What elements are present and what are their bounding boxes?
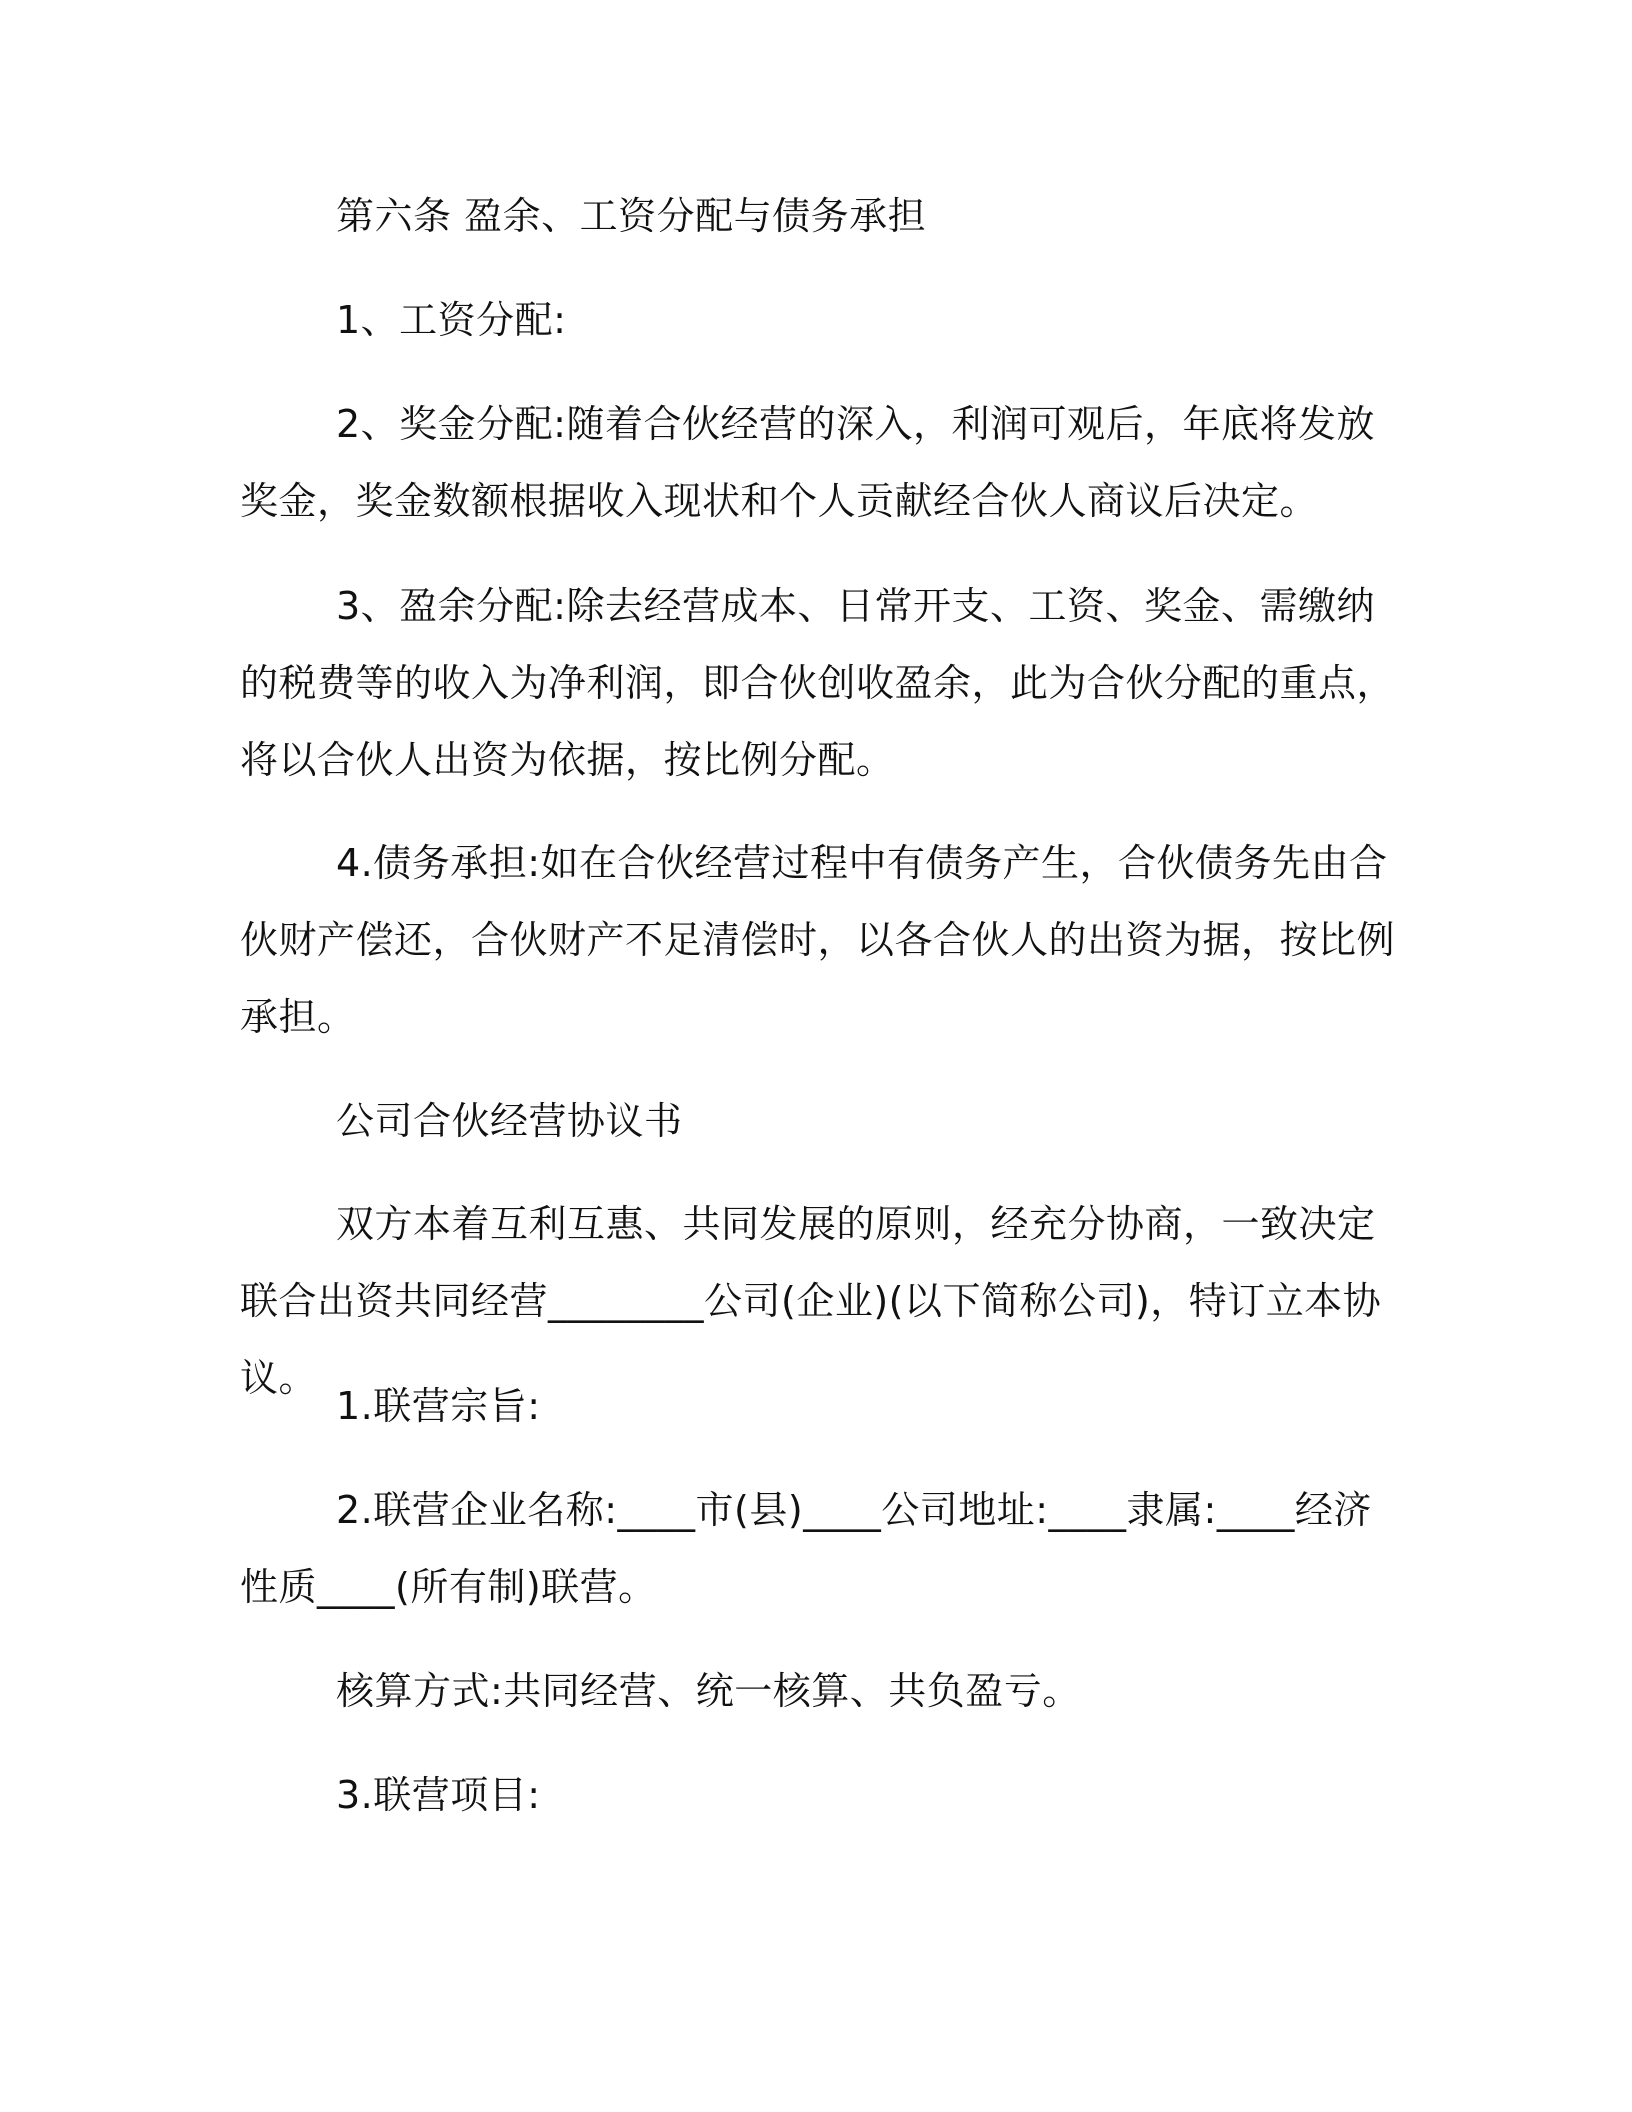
clause-joint-purpose: 1.联营宗旨: <box>336 1384 541 1428</box>
clause-accounting-method: 核算方式:共同经营、统一核算、共负盈亏。 <box>336 1669 1081 1713</box>
agreement-title: 公司合伙经营协议书 <box>336 1099 683 1143</box>
clause-surplus-distribution: 3、盈余分配:除去经营成本、日常开支、工资、奖金、需缴纳的税费等的收入为净利润，即合伙创收盈余，此为合伙分配的重点，将以合伙人出资为依据，按比例分配。 <box>240 584 1396 782</box>
clause-bonus-distribution: 2、奖金分配:随着合伙经营的深入，利润可观后，年底将发放奖金，奖金数额根据收入现状和个人贡献经合伙人商议后决定。 <box>240 402 1375 523</box>
section-heading-article-6: 第六条 盈余、工资分配与债务承担 <box>336 194 927 238</box>
agreement-preamble: 双方本着互利互惠、共同发展的原则，经充分协商，一致决定联合出资共同经营________公司(企业)(以下简称公司)，特订立本协议。 <box>240 1202 1382 1400</box>
clause-wage-distribution: 1、工资分配: <box>336 298 567 342</box>
clause-enterprise-name: 2.联营企业名称:____市(县)____公司地址:____隶属:____经济性质____(所有制)联营。 <box>240 1488 1372 1609</box>
clause-joint-projects: 3.联营项目: <box>336 1773 541 1817</box>
clause-debt-bearing: 4.债务承担:如在合伙经营过程中有债务产生，合伙债务先由合伙财产偿还，合伙财产不足清偿时，以各合伙人的出资为据，按比例承担。 <box>240 841 1396 1039</box>
